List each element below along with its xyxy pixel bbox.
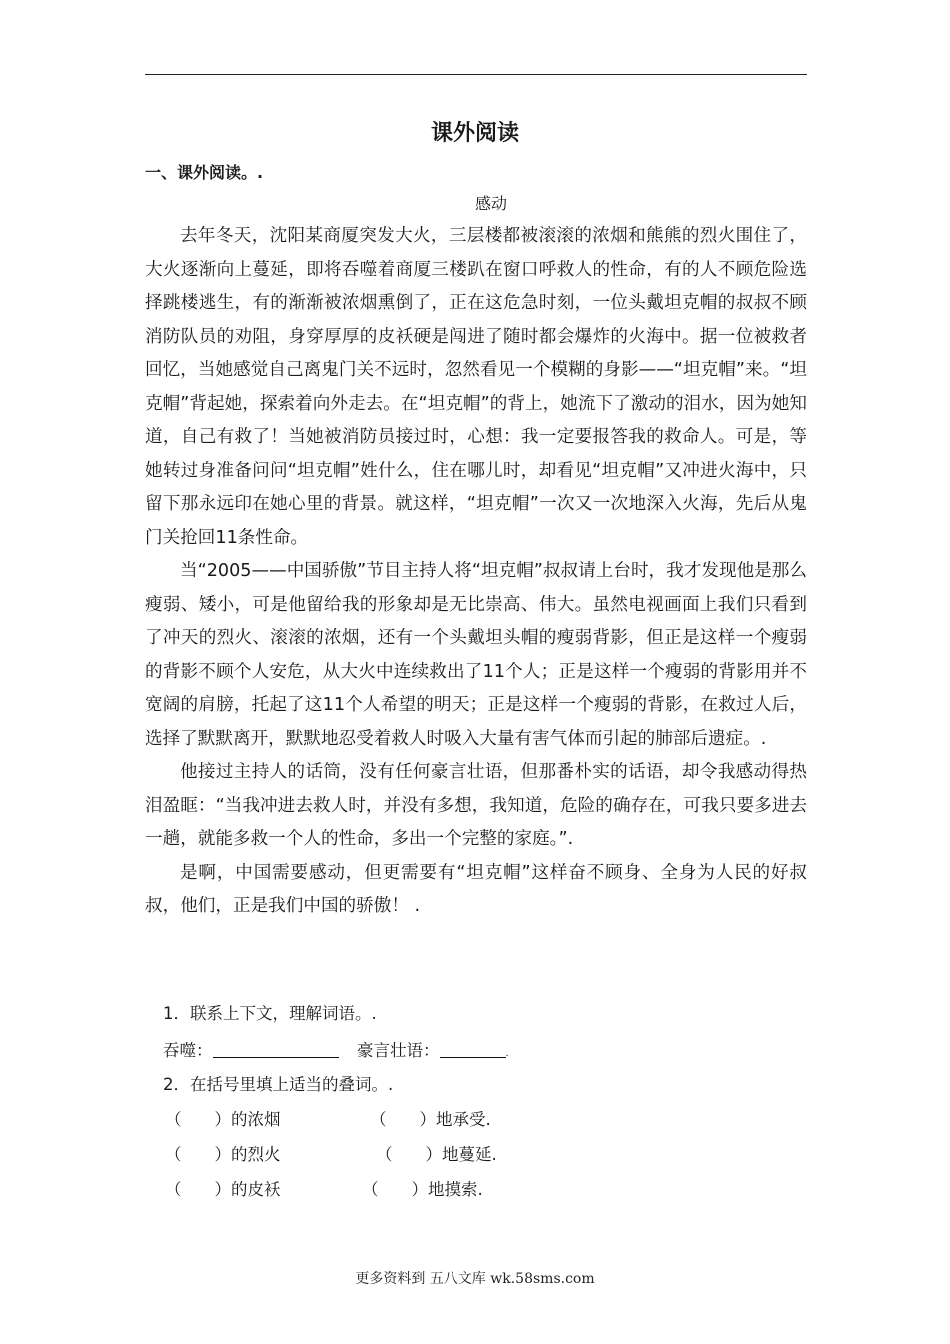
- question-1: 1．联系上下文，理解词语。.: [163, 1004, 377, 1023]
- paragraph-3: 他接过主持人的话筒，没有任何豪言壮语，但那番朴实的话语，却令我感动得热泪盈眶：“当我冲进去救人时，并没有多想，我知道，危险的确存在，可我只要多进去一趟，就能多救一个人的性命，多出一个完整的家庭。”.: [145, 762, 807, 849]
- answer-blank-haoyan[interactable]: [440, 1039, 506, 1058]
- footer-source: 更多资料到 五八文库 wk.58sms.com: [355, 1271, 595, 1287]
- answer-blank-tunshi[interactable]: [213, 1039, 339, 1058]
- word-haoyan-label: 豪言壮语：: [357, 1041, 440, 1060]
- question-1-answers: 吞噬： 豪言壮语： .: [163, 1041, 509, 1060]
- q2-item-1: （ ）的浓烟: [165, 1110, 281, 1129]
- q2-item-3: （ ）的烈火: [165, 1145, 281, 1164]
- section-heading: 一、课外阅读。.: [145, 163, 264, 182]
- story-body: [145, 220, 807, 924]
- story-title: 感动: [474, 194, 507, 213]
- word-tunshi-label: 吞噬：: [163, 1041, 213, 1060]
- header-rule: [145, 74, 807, 75]
- paragraph-4: 是啊，中国需要感动，但更需要有“坦克帽”这样奋不顾身、全身为人民的好叔叔，他们，正是我们中国的骄傲！ .: [145, 862, 807, 916]
- question-2: 2．在括号里填上适当的叠词。.: [163, 1075, 394, 1094]
- paragraph-1: 去年冬天，沈阳某商厦突发大火，三层楼都被滚滚的浓烟和熊熊的烈火围住了，大火逐渐向上蔓延，即将吞噬着商厦三楼趴在窗口呼救人的性命，有的人不顾危险选择跳楼逃生，有的渐渐被浓烟熏倒了，正在这危急时刻，一位头戴坦克帽的叔叔不顾消防队员的劝阻，身穿厚厚的皮袄硬是闯进了随时都会爆炸的火海中。据一位被救者回忆，当她感觉自己离鬼门关不远时，忽然看见一个模糊的身影——“坦克帽”来。“坦克帽”背起她，探索着向外走去。在“坦克帽”的背上，她流下了激动的泪水，因为她知道，自己有救了！当她被消防员接过时，心想：我一定要报答我的救命人。可是，等她转过身准备问问“坦克帽”姓什么，住在哪儿时，却看见“坦克帽”又冲进火海中，只留下那永远印在她心里的背景。就这样，“坦克帽”一次又一次地深入火海，先后从鬼门关抢回11条性命。: [145, 226, 807, 548]
- q2-item-5: （ ）的皮袄: [165, 1180, 281, 1199]
- paragraph-2: 当“2005——中国骄傲”节目主持人将“坦克帽”叔叔请上台时，我才发现他是那么瘦弱、矮小，可是他留给我的形象却是无比崇高、伟大。虽然电视画面上我们只看到了冲天的烈火、滚滚的浓烟，还有一个头戴坦头帽的瘦弱背影，但正是这样一个瘦弱的背影不顾个人安危，从大火中连续救出了11个人；正是这样一个瘦弱的背影用并不宽阔的肩膀，托起了这11个人希望的明天；正是这样一个瘦弱的背影，在救过人后，选择了默默离开，默默地忍受着救人时吸入大量有害气体而引起的肺部后遗症。.: [145, 561, 807, 749]
- q2-item-2: （ ）地承受.: [370, 1110, 491, 1129]
- page-title: 课外阅读: [430, 121, 519, 146]
- q2-item-6: （ ）地摸索.: [362, 1180, 483, 1199]
- q2-item-4: （ ）地蔓延.: [376, 1145, 497, 1164]
